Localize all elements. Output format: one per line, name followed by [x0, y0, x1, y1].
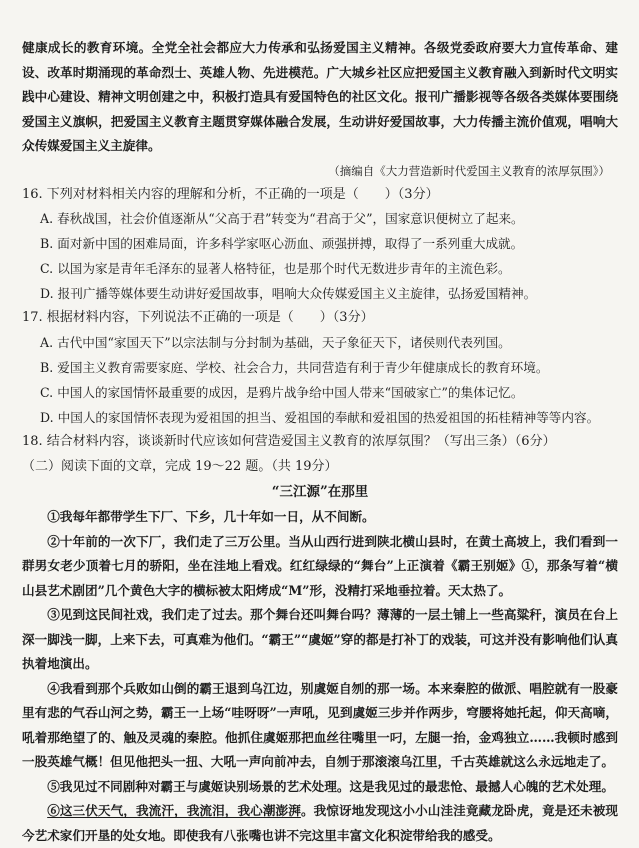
- question-16-option-d: D. 报刊广播等媒体要生动讲好爱国故事，唱响大众传媒爱国主义主旋律，弘扬爱国精神。: [40, 285, 537, 301]
- question-17-option-b: B. 爱国主义教育需要家庭、学校、社会合力，共同营造有利于青少年健康成长的教育环境。: [40, 360, 549, 376]
- question-17-option-d: D. 中国人的家国情怀表现为爱祖国的担当、爱祖国的奉献和爱祖国的热爱祖国的拓桂精神等等内容。: [40, 409, 600, 425]
- article-paragraph-5: ⑤我见过不同剧种对霸王与虞姬诀别场景的艺术处理。这是我见过的最悲怆、最撼人心魄的艺术处理。: [47, 778, 614, 794]
- article-paragraph-1: ①我每年都带学生下厂、下乡，几十年如一日，从不间断。: [47, 509, 375, 525]
- paragraph-6-rest: 。我惊讶地发现这小小山洼洼竟藏龙卧虎，竟是还未被现今艺术家们开垦的处女地。即使我有八张嘴也讲不完这里丰富文化积淀带给我的感受。: [22, 803, 619, 843]
- question-16-option-a: A. 春秋战国，社会价值逐渐从“父高于君”转变为“君高于父”，国家意识便树立了起来。: [40, 211, 524, 227]
- article-paragraph-6: [22, 799, 618, 848]
- question-17-option-c: C. 中国人的家国情怀最重要的成因，是鸦片战争给中国人带来“国破家亡”的集体记忆。: [40, 384, 524, 400]
- passage-source: （摘编自《大力营造新时代爱国主义教育的浓厚氛围》）: [328, 163, 610, 178]
- question-17-stem: 17. 根据材料内容，下列说法不正确的一项是（ ）（3分）: [22, 310, 374, 326]
- article-paragraph-3: ③见到这民间社戏，我们走了过去。那个舞台还叫舞台吗？薄薄的一层土铺上一些高粱秆，演员在台上深一脚浅一脚，上来下去，可真难为他们。“霸王”“虞姬”穿的都是打补丁的戏装，可这并没有影响他们认真执着地演出。: [22, 607, 618, 672]
- question-16-option-b: B. 面对新中国的困难局面，许多科学家呕心沥血、顽强拼搏，取得了一系列重大成就。: [40, 236, 524, 252]
- passage-paragraph: 健康成长的教育环境。全党全社会都应大力传承和弘扬爱国主义精神。各级党委政府要大力宣传革命、建设、改革时期涌现的革命烈士、英雄人物、先进模范。广大城乡社区应把爱国主义教育融入到新时代文明实践中心建设、精神文明创建之中，积极打造具有爱国特色的社区文化。报刊广播影视等各级各类媒体要围绕爱国主义旗帜，把爱国主义教育主题贯穿媒体融合发展，生动讲好爱国故事，大力传播主流价值观，唱响大众传媒爱国主义主旋律。: [22, 40, 618, 153]
- question-16-stem: 16. 下列对材料相关内容的理解和分析，不正确的一项是（ ）（3分）: [22, 186, 439, 202]
- question-17-option-a: A. 古代中国“家国天下”以宗法制与分封制为基础，天子象征天下，诸侯则代表列国。: [40, 335, 511, 351]
- underlined-sentence: ⑥这三伏天气，我流汗，我流泪，我心潮澎湃: [47, 803, 301, 819]
- article-title: “三江源”在那里: [271, 484, 369, 501]
- question-16-option-c: C. 以国为家是青年毛泽东的显著人格特征，也是那个时代无数进步青年的主流色彩。: [40, 260, 511, 276]
- article-paragraph-4: ④我看到那个兵败如山倒的霸王退到乌江边，别虞姬自刎的那一场。本来秦腔的做派、唱腔就有一股豪里有悲的气吞山河之势，霸王一上场“哇呀呀”一声吼，见到虞姬三步并作两步，穹腰将她托起，仰天高嘀，吼着那绝望了的、触及灵魂的秦腔。他抓住虞姬那把血丝往嘴里一叼，左腿一抬，金鸡独立……我顿时感到一股英雄气概！但见他把头一扭、大吼一声向前冲去，自刎于那滚滚乌江里，千古英雄就这么永远地走了。: [22, 680, 618, 770]
- question-18-stem: 18. 结合材料内容，谈谈新时代应该如何营造爱国主义教育的浓厚氛围？（写出三条）（6分）: [22, 434, 556, 450]
- document-page: [22, 36, 618, 848]
- article-paragraph-2: ②十年前的一次下厂，我们走了三万公里。当从山西行进到陕北横山县时，在黄土高坡上，我们看到一群男女老少顶着七月的骄阳，坐在洼地上看戏。红红绿绿的“舞台”上正演着《霸王别姬》①，那条写着“横山县艺术剧团”几个黄色大字的横标被太阳烤成“M”形，没精打采地垂拉着。天太热了。: [22, 533, 618, 598]
- section-2-heading: （二）阅读下面的文章，完成 19～22 题。（共 19分）: [22, 459, 338, 475]
